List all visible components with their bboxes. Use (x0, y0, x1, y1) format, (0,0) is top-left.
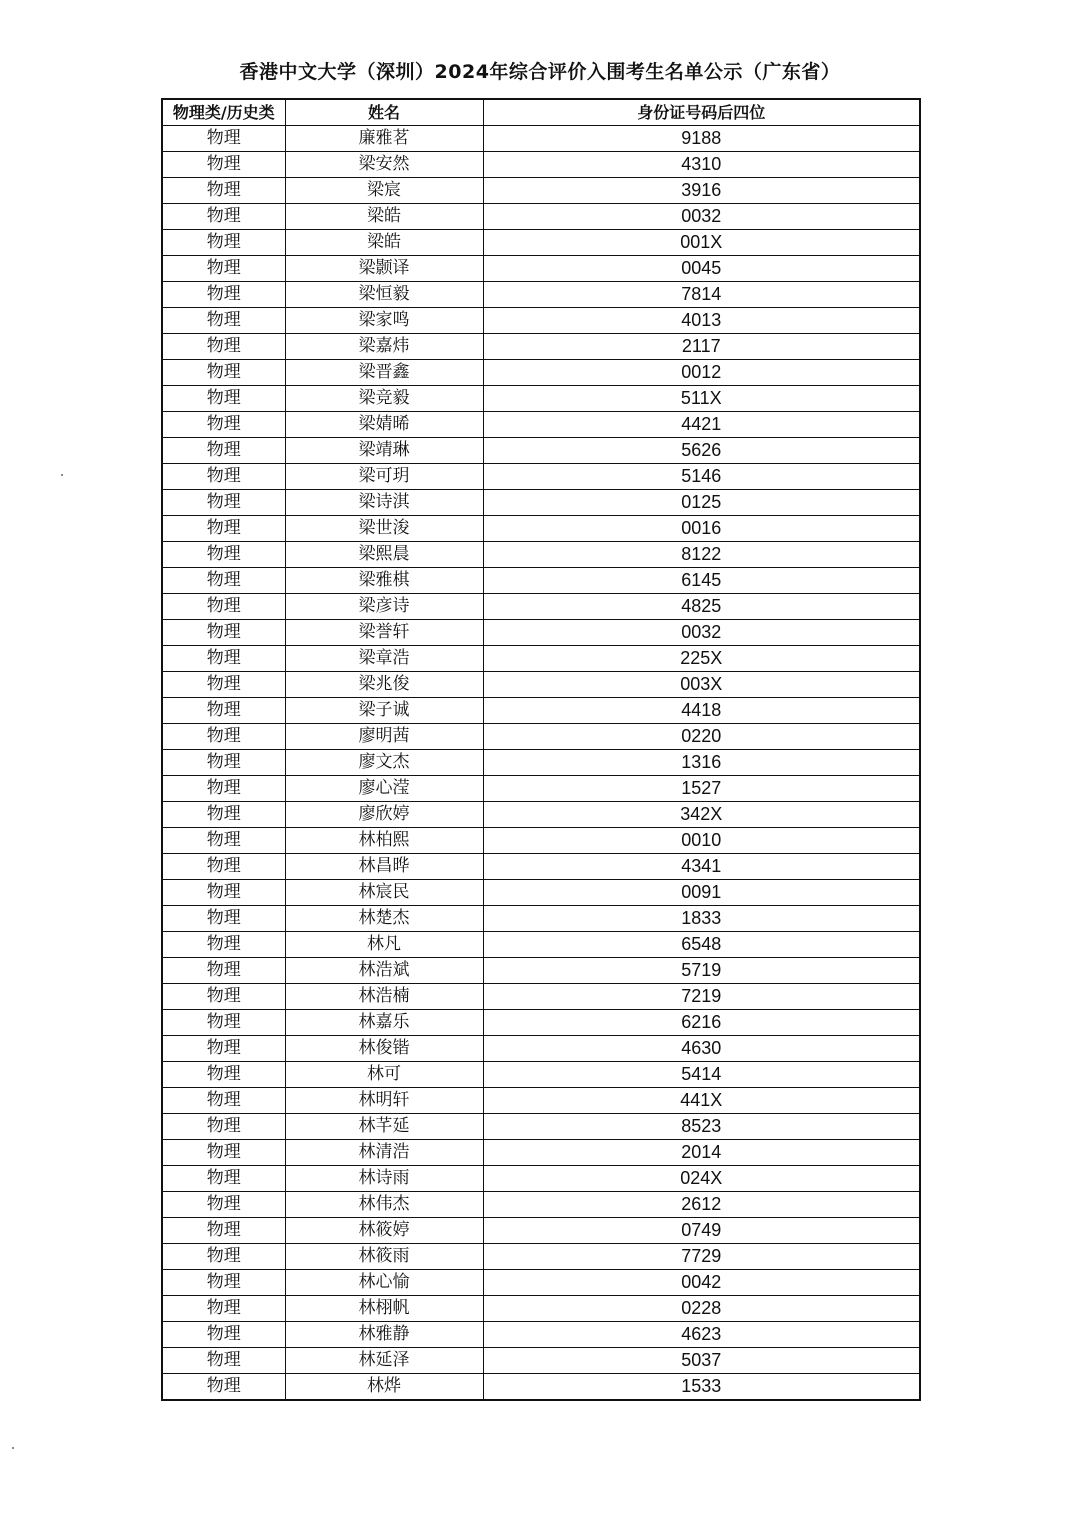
cell-category: 物理 (162, 1192, 285, 1218)
table-row (162, 1062, 920, 1088)
table-row (162, 1140, 920, 1166)
cell-category: 物理 (162, 568, 285, 594)
table-row (162, 672, 920, 698)
cell-name: 林心愉 (285, 1270, 483, 1296)
table-row (162, 334, 920, 360)
cell-id-last-four: 001X (483, 230, 920, 256)
cell-category: 物理 (162, 1244, 285, 1270)
table-row (162, 594, 920, 620)
table-row (162, 1114, 920, 1140)
cell-name: 梁晋鑫 (285, 360, 483, 386)
cell-id-last-four: 5146 (483, 464, 920, 490)
table-row (162, 568, 920, 594)
cell-name: 梁婧晞 (285, 412, 483, 438)
cell-name: 廖心滢 (285, 776, 483, 802)
table-row (162, 828, 920, 854)
cell-id-last-four: 7729 (483, 1244, 920, 1270)
cell-name: 廉雅茗 (285, 126, 483, 152)
table-row (162, 854, 920, 880)
column-header-id-last-four: 身份证号码后四位 (483, 99, 920, 126)
cell-name: 廖文杰 (285, 750, 483, 776)
cell-id-last-four: 4013 (483, 308, 920, 334)
cell-category: 物理 (162, 932, 285, 958)
cell-category: 物理 (162, 516, 285, 542)
cell-category: 物理 (162, 594, 285, 620)
table-row (162, 958, 920, 984)
cell-category: 物理 (162, 204, 285, 230)
table-row (162, 516, 920, 542)
table-row (162, 1010, 920, 1036)
cell-name: 林明轩 (285, 1088, 483, 1114)
cell-id-last-four: 0220 (483, 724, 920, 750)
cell-name: 林昌晔 (285, 854, 483, 880)
cell-category: 物理 (162, 880, 285, 906)
cell-category: 物理 (162, 1270, 285, 1296)
cell-id-last-four: 0125 (483, 490, 920, 516)
cell-category: 物理 (162, 230, 285, 256)
cell-name: 梁雅棋 (285, 568, 483, 594)
cell-id-last-four: 5626 (483, 438, 920, 464)
table-body (162, 126, 920, 1401)
cell-id-last-four: 4310 (483, 152, 920, 178)
table-row (162, 620, 920, 646)
cell-name: 梁家鸣 (285, 308, 483, 334)
table-row (162, 256, 920, 282)
cell-id-last-four: 3916 (483, 178, 920, 204)
cell-name: 梁皓 (285, 204, 483, 230)
cell-category: 物理 (162, 906, 285, 932)
cell-category: 物理 (162, 308, 285, 334)
cell-id-last-four: 7219 (483, 984, 920, 1010)
cell-category: 物理 (162, 750, 285, 776)
cell-category: 物理 (162, 802, 285, 828)
cell-name: 梁靖琳 (285, 438, 483, 464)
candidate-table (161, 98, 921, 1401)
cell-name: 林芊延 (285, 1114, 483, 1140)
cell-category: 物理 (162, 984, 285, 1010)
cell-category: 物理 (162, 1322, 285, 1348)
cell-id-last-four: 8122 (483, 542, 920, 568)
table-row (162, 776, 920, 802)
cell-category: 物理 (162, 776, 285, 802)
cell-category: 物理 (162, 438, 285, 464)
cell-name: 廖明茜 (285, 724, 483, 750)
cell-id-last-four: 0228 (483, 1296, 920, 1322)
cell-category: 物理 (162, 386, 285, 412)
cell-name: 梁竞毅 (285, 386, 483, 412)
cell-id-last-four: 4630 (483, 1036, 920, 1062)
cell-id-last-four: 0010 (483, 828, 920, 854)
cell-id-last-four: 2612 (483, 1192, 920, 1218)
cell-category: 物理 (162, 724, 285, 750)
table-row (162, 698, 920, 724)
table-row (162, 802, 920, 828)
cell-name: 梁世浚 (285, 516, 483, 542)
cell-id-last-four: 5414 (483, 1062, 920, 1088)
table-row (162, 750, 920, 776)
cell-name: 林可 (285, 1062, 483, 1088)
cell-category: 物理 (162, 958, 285, 984)
cell-category: 物理 (162, 542, 285, 568)
table-row (162, 490, 920, 516)
table-row (162, 1322, 920, 1348)
cell-name: 梁兆俊 (285, 672, 483, 698)
cell-name: 林浩楠 (285, 984, 483, 1010)
cell-category: 物理 (162, 256, 285, 282)
cell-id-last-four: 0042 (483, 1270, 920, 1296)
cell-id-last-four: 5719 (483, 958, 920, 984)
table-row (162, 178, 920, 204)
table-row (162, 204, 920, 230)
cell-id-last-four: 8523 (483, 1114, 920, 1140)
table-row (162, 984, 920, 1010)
cell-id-last-four: 0016 (483, 516, 920, 542)
cell-id-last-four: 0032 (483, 620, 920, 646)
table-row (162, 1296, 920, 1322)
cell-category: 物理 (162, 698, 285, 724)
cell-category: 物理 (162, 1348, 285, 1374)
cell-category: 物理 (162, 854, 285, 880)
cell-name: 林宸民 (285, 880, 483, 906)
cell-id-last-four: 4341 (483, 854, 920, 880)
cell-category: 物理 (162, 1218, 285, 1244)
cell-name: 林凡 (285, 932, 483, 958)
cell-id-last-four: 0045 (483, 256, 920, 282)
cell-id-last-four: 7814 (483, 282, 920, 308)
cell-category: 物理 (162, 412, 285, 438)
table-row (162, 360, 920, 386)
cell-category: 物理 (162, 1166, 285, 1192)
table-row (162, 542, 920, 568)
table-row (162, 1218, 920, 1244)
table-row (162, 906, 920, 932)
cell-category: 物理 (162, 1114, 285, 1140)
cell-category: 物理 (162, 178, 285, 204)
cell-category: 物理 (162, 1036, 285, 1062)
table-row (162, 1348, 920, 1374)
cell-category: 物理 (162, 490, 285, 516)
cell-category: 物理 (162, 1010, 285, 1036)
table-row (162, 1270, 920, 1296)
cell-id-last-four: 0749 (483, 1218, 920, 1244)
cell-id-last-four: 1316 (483, 750, 920, 776)
cell-name: 林栩帆 (285, 1296, 483, 1322)
cell-name: 林筱婷 (285, 1218, 483, 1244)
table-row (162, 1374, 920, 1401)
table-row (162, 932, 920, 958)
cell-category: 物理 (162, 1062, 285, 1088)
cell-name: 梁颢译 (285, 256, 483, 282)
cell-category: 物理 (162, 1296, 285, 1322)
cell-category: 物理 (162, 828, 285, 854)
cell-id-last-four: 003X (483, 672, 920, 698)
cell-name: 梁皓 (285, 230, 483, 256)
cell-id-last-four: 4421 (483, 412, 920, 438)
cell-id-last-four: 0012 (483, 360, 920, 386)
table-row (162, 386, 920, 412)
cell-name: 林嘉乐 (285, 1010, 483, 1036)
table-row (162, 646, 920, 672)
cell-id-last-four: 4418 (483, 698, 920, 724)
cell-id-last-four: 2117 (483, 334, 920, 360)
cell-id-last-four: 342X (483, 802, 920, 828)
cell-category: 物理 (162, 672, 285, 698)
table-row (162, 724, 920, 750)
cell-name: 林俊锴 (285, 1036, 483, 1062)
table-row (162, 464, 920, 490)
cell-name: 梁安然 (285, 152, 483, 178)
cell-id-last-four: 1533 (483, 1374, 920, 1401)
cell-category: 物理 (162, 620, 285, 646)
column-header-category: 物理类/历史类 (162, 99, 285, 126)
cell-name: 林楚杰 (285, 906, 483, 932)
cell-name: 林诗雨 (285, 1166, 483, 1192)
table-row (162, 438, 920, 464)
cell-category: 物理 (162, 1140, 285, 1166)
cell-name: 梁可玥 (285, 464, 483, 490)
cell-category: 物理 (162, 464, 285, 490)
table-row (162, 880, 920, 906)
column-header-name: 姓名 (285, 99, 483, 126)
table-row (162, 152, 920, 178)
cell-name: 梁诗淇 (285, 490, 483, 516)
table-row (162, 1244, 920, 1270)
cell-category: 物理 (162, 1088, 285, 1114)
cell-name: 林烨 (285, 1374, 483, 1401)
cell-name: 林清浩 (285, 1140, 483, 1166)
cell-id-last-four: 0091 (483, 880, 920, 906)
cell-name: 廖欣婷 (285, 802, 483, 828)
cell-category: 物理 (162, 646, 285, 672)
cell-category: 物理 (162, 126, 285, 152)
table-row (162, 126, 920, 152)
cell-name: 梁章浩 (285, 646, 483, 672)
cell-category: 物理 (162, 1374, 285, 1401)
cell-id-last-four: 9188 (483, 126, 920, 152)
cell-name: 梁嘉炜 (285, 334, 483, 360)
cell-name: 林筱雨 (285, 1244, 483, 1270)
cell-id-last-four: 6548 (483, 932, 920, 958)
cell-id-last-four: 6145 (483, 568, 920, 594)
cell-category: 物理 (162, 152, 285, 178)
table-row (162, 1166, 920, 1192)
cell-id-last-four: 1833 (483, 906, 920, 932)
table-header-row (162, 99, 920, 126)
cell-name: 梁恒毅 (285, 282, 483, 308)
table-row (162, 308, 920, 334)
cell-category: 物理 (162, 282, 285, 308)
scan-speck (12, 1447, 14, 1449)
cell-name: 梁子诚 (285, 698, 483, 724)
cell-id-last-four: 4825 (483, 594, 920, 620)
cell-id-last-four: 511X (483, 386, 920, 412)
cell-id-last-four: 441X (483, 1088, 920, 1114)
page-title: 香港中文大学（深圳）2024年综合评价入围考生名单公示（广东省） (239, 61, 841, 83)
cell-name: 林柏熙 (285, 828, 483, 854)
cell-name: 梁宸 (285, 178, 483, 204)
cell-id-last-four: 5037 (483, 1348, 920, 1374)
cell-id-last-four: 4623 (483, 1322, 920, 1348)
cell-id-last-four: 2014 (483, 1140, 920, 1166)
cell-id-last-four: 1527 (483, 776, 920, 802)
cell-id-last-four: 225X (483, 646, 920, 672)
cell-name: 林延泽 (285, 1348, 483, 1374)
cell-name: 梁誉轩 (285, 620, 483, 646)
scan-speck (61, 474, 63, 476)
cell-name: 林雅静 (285, 1322, 483, 1348)
cell-id-last-four: 0032 (483, 204, 920, 230)
cell-id-last-four: 6216 (483, 1010, 920, 1036)
table-row (162, 230, 920, 256)
table-row (162, 282, 920, 308)
cell-category: 物理 (162, 334, 285, 360)
table-row (162, 412, 920, 438)
cell-name: 林伟杰 (285, 1192, 483, 1218)
table-row (162, 1088, 920, 1114)
cell-name: 林浩斌 (285, 958, 483, 984)
cell-name: 梁熙晨 (285, 542, 483, 568)
table-row (162, 1036, 920, 1062)
cell-id-last-four: 024X (483, 1166, 920, 1192)
table-row (162, 1192, 920, 1218)
cell-name: 梁彦诗 (285, 594, 483, 620)
cell-category: 物理 (162, 360, 285, 386)
